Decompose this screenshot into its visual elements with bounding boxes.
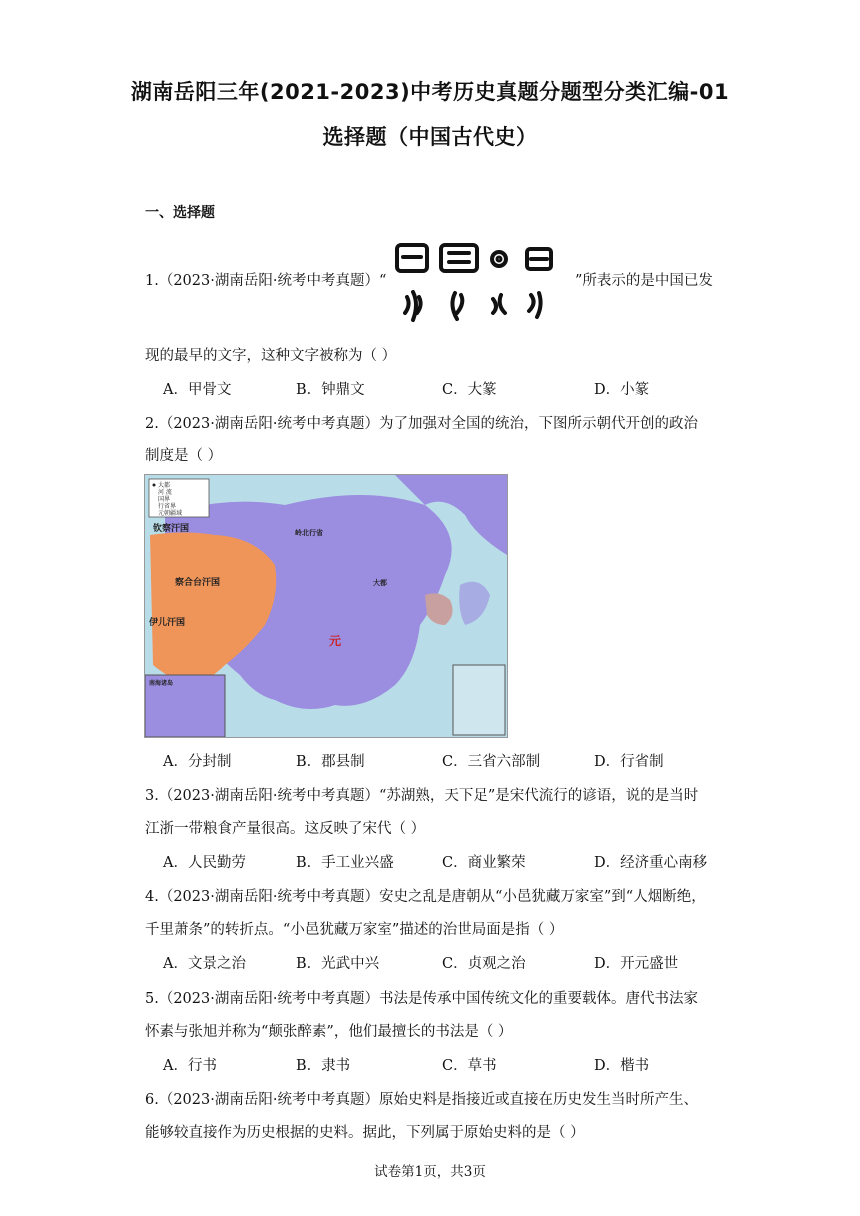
- option-d[interactable]: D．楷书: [594, 1058, 650, 1074]
- question-4-line-2: 千里萧条”的转折点。“小邑犹藏万家室”描述的治世局面是指（ ）: [145, 922, 564, 938]
- option-a[interactable]: A．行书: [163, 1058, 217, 1074]
- question-5-line-2: 怀素与张旭并称为“颠张醉素”，他们最擅长的书法是（ ）: [145, 1024, 513, 1040]
- map-label-yuan: 元: [329, 634, 342, 648]
- option-b[interactable]: B．钟鼎文: [296, 382, 365, 398]
- option-b[interactable]: B．隶书: [296, 1058, 351, 1074]
- document-title: 湖南岳阳三年(2021-2023)中考历史真题分题型分类汇编-01: [130, 80, 730, 104]
- option-b[interactable]: B．手工业兴盛: [296, 855, 394, 871]
- map-label-kipchak: 钦察汗国: [153, 524, 190, 534]
- section-heading: 一、选择题: [145, 205, 215, 221]
- map-legend-border: 国界: [158, 496, 171, 503]
- option-a[interactable]: A．分封制: [163, 754, 232, 770]
- yuan-dynasty-map: [144, 474, 508, 738]
- option-d[interactable]: D．经济重心南移: [594, 855, 708, 871]
- option-a[interactable]: A．甲骨文: [163, 382, 232, 398]
- map-inset-label: 南海诸岛: [149, 680, 174, 687]
- option-c[interactable]: C．三省六部制: [442, 754, 541, 770]
- question-3-line-1: 3.（2023·湖南岳阳·统考中考真题）“苏湖熟，天下足”是宋代流行的谚语，说的是当时: [145, 788, 699, 804]
- question-2-line-2: 制度是（ ）: [145, 448, 223, 464]
- option-d[interactable]: D．小篆: [594, 382, 650, 398]
- option-d[interactable]: D．行省制: [594, 754, 664, 770]
- question-1-line-2: 现的最早的文字，这种文字被称为（ ）: [145, 348, 397, 364]
- question-4-line-1: 4.（2023·湖南岳阳·统考中考真题）安史之乱是唐朝从“小邑犹藏万家室”到“人烟断绝，: [145, 889, 706, 905]
- map-label-ilkhanate: 伊儿汗国: [149, 618, 186, 628]
- oracle-bone-script-image: [393, 237, 561, 329]
- question-6-line-1: 6.（2023·湖南岳阳·统考中考真题）原始史料是指接近或直接在历史发生当时所产生、: [145, 1092, 698, 1108]
- option-b[interactable]: B．郡县制: [296, 754, 365, 770]
- option-c[interactable]: C．商业繁荣: [442, 855, 526, 871]
- question-3-line-2: 江浙一带粮食产量很高。这反映了宋代（ ）: [145, 821, 426, 837]
- document-subtitle: 选择题（中国古代史）: [322, 125, 538, 149]
- option-d[interactable]: D．开元盛世: [594, 956, 679, 972]
- map-legend-province: 行省界: [158, 503, 177, 510]
- map-legend-river: 河 流: [158, 489, 172, 496]
- map-label-lingbei: 岭北行省: [295, 529, 323, 537]
- option-c[interactable]: C．贞观之治: [442, 956, 526, 972]
- option-b[interactable]: B．光武中兴: [296, 956, 380, 972]
- question-1-line-1: 1.（2023·湖南岳阳·统考中考真题）“: [145, 273, 387, 289]
- question-2-line-1: 2.（2023·湖南岳阳·统考中考真题）为了加强对全国的统治，下图所示朝代开创的政治: [145, 416, 698, 432]
- map-legend-territory: 元朝疆域: [158, 510, 183, 517]
- option-a[interactable]: A．人民勤劳: [163, 855, 246, 871]
- map-label-dadu: 大都: [373, 579, 387, 587]
- map-legend-capital: 大都: [158, 482, 171, 489]
- question-1-line-1b: ”所表示的是中国已发: [575, 273, 713, 289]
- option-c[interactable]: C．草书: [442, 1058, 497, 1074]
- option-a[interactable]: A．文景之治: [163, 956, 246, 972]
- map-label-chagatai: 察合台汗国: [175, 578, 221, 588]
- question-5-line-1: 5.（2023·湖南岳阳·统考中考真题）书法是传承中国传统文化的重要载体。唐代书法家: [145, 991, 698, 1007]
- question-6-line-2: 能够较直接作为历史根据的史料。据此，下列属于原始史料的是（ ）: [145, 1125, 585, 1141]
- page-footer: 试卷第1页，共3页: [374, 1164, 486, 1180]
- option-c[interactable]: C．大篆: [442, 382, 497, 398]
